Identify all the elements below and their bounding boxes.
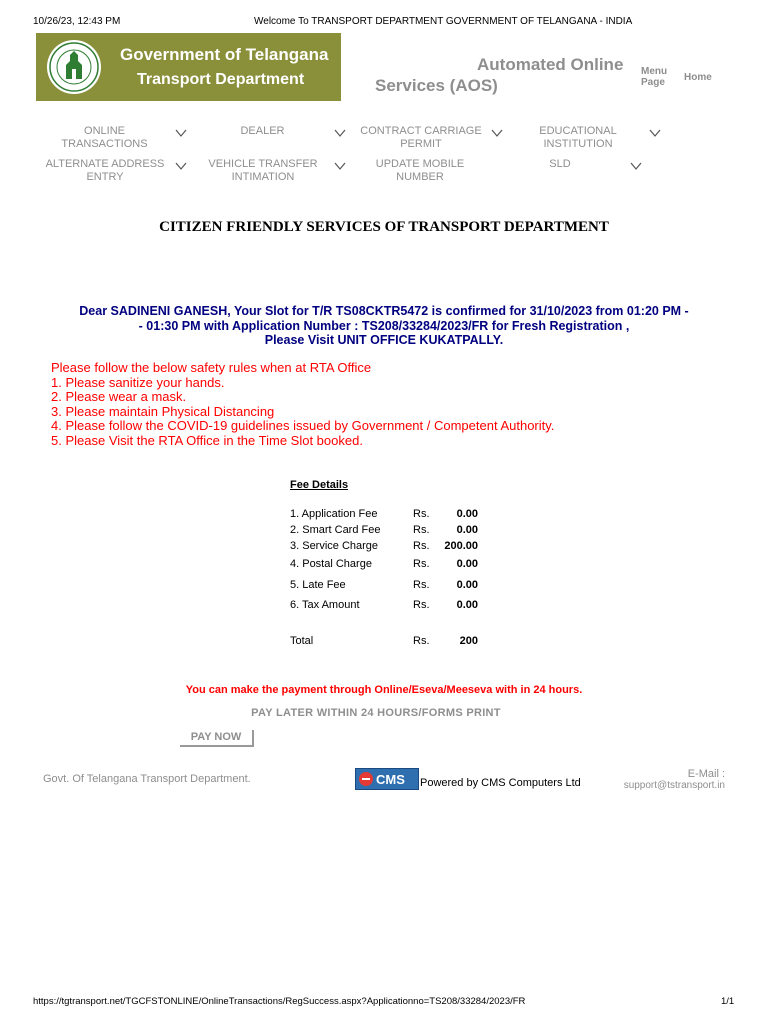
- menu-label-line-1: SLD: [549, 158, 571, 170]
- telangana-emblem-icon: [46, 39, 102, 95]
- fee-label: 5. Late Fee: [290, 579, 346, 591]
- fee-currency: Rs.: [413, 508, 430, 520]
- fee-label: 4. Postal Charge: [290, 558, 372, 570]
- menu-label-line-2: ENTRY: [86, 171, 124, 183]
- fee-details-title: Fee Details: [290, 479, 349, 491]
- pay-now-button[interactable]: PAY NOW: [180, 730, 254, 747]
- fee-amount: 0.00: [456, 579, 478, 591]
- fee-amount: 0.00: [456, 558, 478, 570]
- menu-dealer[interactable]: [215, 125, 310, 138]
- fee-currency: Rs.: [413, 558, 430, 570]
- chevron-down-icon[interactable]: [175, 162, 187, 170]
- menu-label-line-1: ONLINE: [84, 125, 125, 137]
- safety-rule-item: 3. Please maintain Physical Distancing: [51, 403, 275, 419]
- aos-title-line-2: Services (AOS): [375, 76, 498, 95]
- fee-currency: Rs.: [413, 524, 430, 536]
- page-heading: CITIZEN FRIENDLY SERVICES OF TRANSPORT DEPARTMENT: [159, 219, 609, 235]
- fee-currency: Rs.: [413, 579, 430, 591]
- logo-line-2: Transport Department: [137, 71, 305, 88]
- safety-rules-intro: Please follow the below safety rules when at RTA Office: [51, 360, 372, 375]
- payment-info-message: You can make the payment through Online/Eseva/Meeseva with in 24 hours.: [185, 684, 583, 696]
- menu-label-line-2: PERMIT: [400, 138, 442, 150]
- chevron-down-icon[interactable]: [630, 162, 642, 170]
- fee-label: 2. Smart Card Fee: [290, 524, 381, 536]
- menu-label-line-2: NUMBER: [396, 171, 444, 183]
- cms-logo-text: CMS: [376, 772, 405, 787]
- footer-department-text: Govt. Of Telangana Transport Department.: [43, 773, 251, 785]
- safety-rule-item: 5. Please Visit the RTA Office in the Time Slot booked.: [51, 432, 363, 448]
- fee-currency: Rs.: [413, 540, 430, 552]
- fee-amount: 0.00: [456, 524, 478, 536]
- menu-alternate-address-entry[interactable]: [37, 158, 173, 184]
- fee-label: 3. Service Charge: [290, 540, 379, 552]
- print-page-number: 1/1: [721, 996, 735, 1007]
- menu-educational-institution[interactable]: [528, 125, 628, 151]
- print-url: https://tgtransport.net/TGCFSTONLINE/OnlineTransactions/RegSuccess.aspx?Applicationno=TS208/33284/2023/FR: [33, 996, 526, 1007]
- footer-email: [624, 768, 725, 791]
- pay-later-link[interactable]: PAY LATER WITHIN 24 HOURS/FORMS PRINT: [251, 707, 501, 719]
- menu-page-link[interactable]: [641, 66, 667, 88]
- fee-label: Total: [290, 635, 314, 647]
- safety-rule-item: 1. Please sanitize your hands.: [51, 374, 225, 390]
- menu-label-line-2: TRANSACTIONS: [61, 138, 148, 150]
- confirmation-line-2: - 01:30 PM with Application Number : TS208/33284/2023/FR for Fresh Registration ,: [138, 318, 630, 333]
- menu-label-line-1: ALTERNATE ADDRESS: [45, 158, 165, 170]
- menu-page-line-2: Page: [641, 77, 665, 88]
- menu-label-line-1: UPDATE MOBILE: [375, 158, 465, 170]
- menu-label-line-2: INSTITUTION: [543, 138, 613, 150]
- print-datetime: 10/26/23, 12:43 PM: [33, 16, 121, 27]
- menu-label-line-1: VEHICLE TRANSFER: [208, 158, 318, 170]
- powered-by-text: Powered by CMS Computers Ltd: [420, 777, 581, 789]
- chevron-down-icon[interactable]: [491, 129, 503, 137]
- fee-amount: 0.00: [456, 599, 478, 611]
- menu-update-mobile-number[interactable]: [365, 158, 475, 184]
- print-page-title: Welcome To TRANSPORT DEPARTMENT GOVERNMENT OF TELANGANA - INDIA: [254, 16, 633, 27]
- fee-amount: 200.00: [444, 540, 478, 552]
- cms-logo: [355, 768, 419, 790]
- safety-rule-item: 4. Please follow the COVID-19 guidelines issued by Government / Competent Authority.: [51, 418, 555, 434]
- email-address-link[interactable]: support@tstransport.in: [623, 780, 725, 791]
- menu-vehicle-transfer-intimation[interactable]: [198, 158, 328, 184]
- confirmation-line-3: Please Visit UNIT OFFICE KUKATPALLY.: [264, 333, 504, 347]
- department-logo-banner[interactable]: [36, 33, 341, 101]
- chevron-down-icon[interactable]: [175, 129, 187, 137]
- slot-confirmation-message: [48, 304, 720, 348]
- fee-currency: Rs.: [413, 599, 430, 611]
- logo-line-1: Government of Telangana: [120, 45, 329, 64]
- menu-contract-carriage-permit[interactable]: [353, 125, 489, 151]
- menu-online-transactions[interactable]: [57, 125, 152, 151]
- cms-logo-icon: [356, 769, 418, 789]
- fee-amount: 0.00: [456, 508, 478, 520]
- fee-label: 1. Application Fee: [290, 508, 378, 520]
- email-label: E-Mail :: [687, 768, 725, 780]
- fee-total-amount: 200: [459, 635, 478, 647]
- chevron-down-icon[interactable]: [334, 162, 346, 170]
- fee-label: 6. Tax Amount: [290, 599, 360, 611]
- menu-sld[interactable]: [530, 158, 590, 171]
- fee-currency: Rs.: [413, 635, 430, 647]
- menu-label-line-1: CONTRACT CARRIAGE: [360, 125, 482, 137]
- safety-rule-item: 2. Please wear a mask.: [51, 389, 187, 405]
- safety-rules: [51, 361, 554, 449]
- home-link[interactable]: Home: [684, 72, 712, 83]
- chevron-down-icon[interactable]: [649, 129, 661, 137]
- confirmation-line-1: Dear SADINENI GANESH, Your Slot for T/R TS08CKTR5472 is confirmed for 31/10/2023 from 01:20 PM -: [79, 304, 689, 318]
- menu-label-line-1: DEALER: [240, 125, 285, 137]
- aos-title-line-1: Automated Online: [477, 55, 624, 74]
- menu-page-line-1: Menu: [641, 66, 668, 77]
- menu-label-line-1: EDUCATIONAL: [539, 125, 617, 137]
- menu-label-line-2: INTIMATION: [231, 171, 295, 183]
- chevron-down-icon[interactable]: [334, 129, 346, 137]
